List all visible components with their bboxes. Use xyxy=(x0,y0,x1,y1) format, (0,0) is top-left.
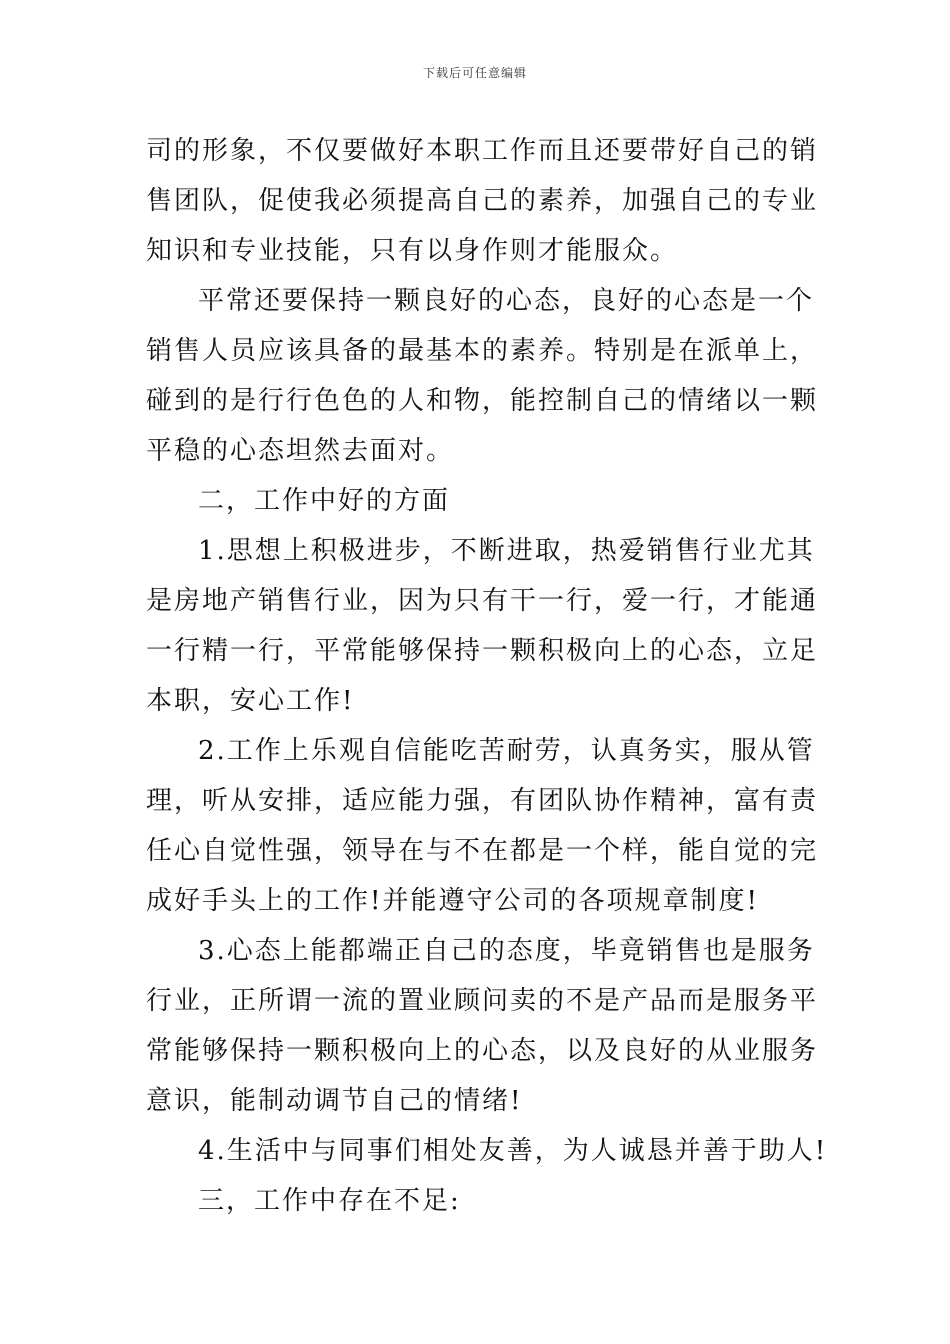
paragraph: 司的形象，不仅要做好本职工作而且还要带好自己的销售团队，促使我必须提高自己的素养，加强自己的专业知识和专业技能，只有以身作则才能服众。 xyxy=(146,136,819,266)
list-item: 3.心态上能都端正自己的态度，毕竟销售也是服务行业，正所谓一流的置业顾问卖的不是产品而是服务平常能够保持一颗积极向上的心态，以及良好的从业服务意识，能制动调节自己的情绪! xyxy=(146,936,819,1116)
page-header: 下载后可任意编辑 xyxy=(422,66,527,80)
list-item: 4.生活中与同事们相处友善，为人诚恳并善于助人! xyxy=(198,1136,828,1166)
list-item: 1.思想上积极进步，不断进取，热爱销售行业尤其是房地产销售行业，因为只有干一行，爱一行，才能通一行精一行，平常能够保持一颗积极向上的心态，立足本职，安心工作! xyxy=(146,536,819,716)
section-heading: 二，工作中好的方面 xyxy=(198,486,451,516)
section-heading: 三，工作中存在不足: xyxy=(198,1186,461,1216)
list-item: 2.工作上乐观自信能吃苦耐劳，认真务实，服从管理，听从安排，适应能力强，有团队协作精神，富有责任心自觉性强，领导在与不在都是一个样，能自觉的完成好手头上的工作!并能遵守公司的各项规章制度! xyxy=(146,736,819,916)
paragraph: 平常还要保持一颗良好的心态，良好的心态是一个销售人员应该具备的最基本的素养。特别是在派单上，碰到的是行行色色的人和物，能控制自己的情绪以一颗平稳的心态坦然去面对。 xyxy=(146,286,819,466)
document-body xyxy=(146,126,836,1226)
